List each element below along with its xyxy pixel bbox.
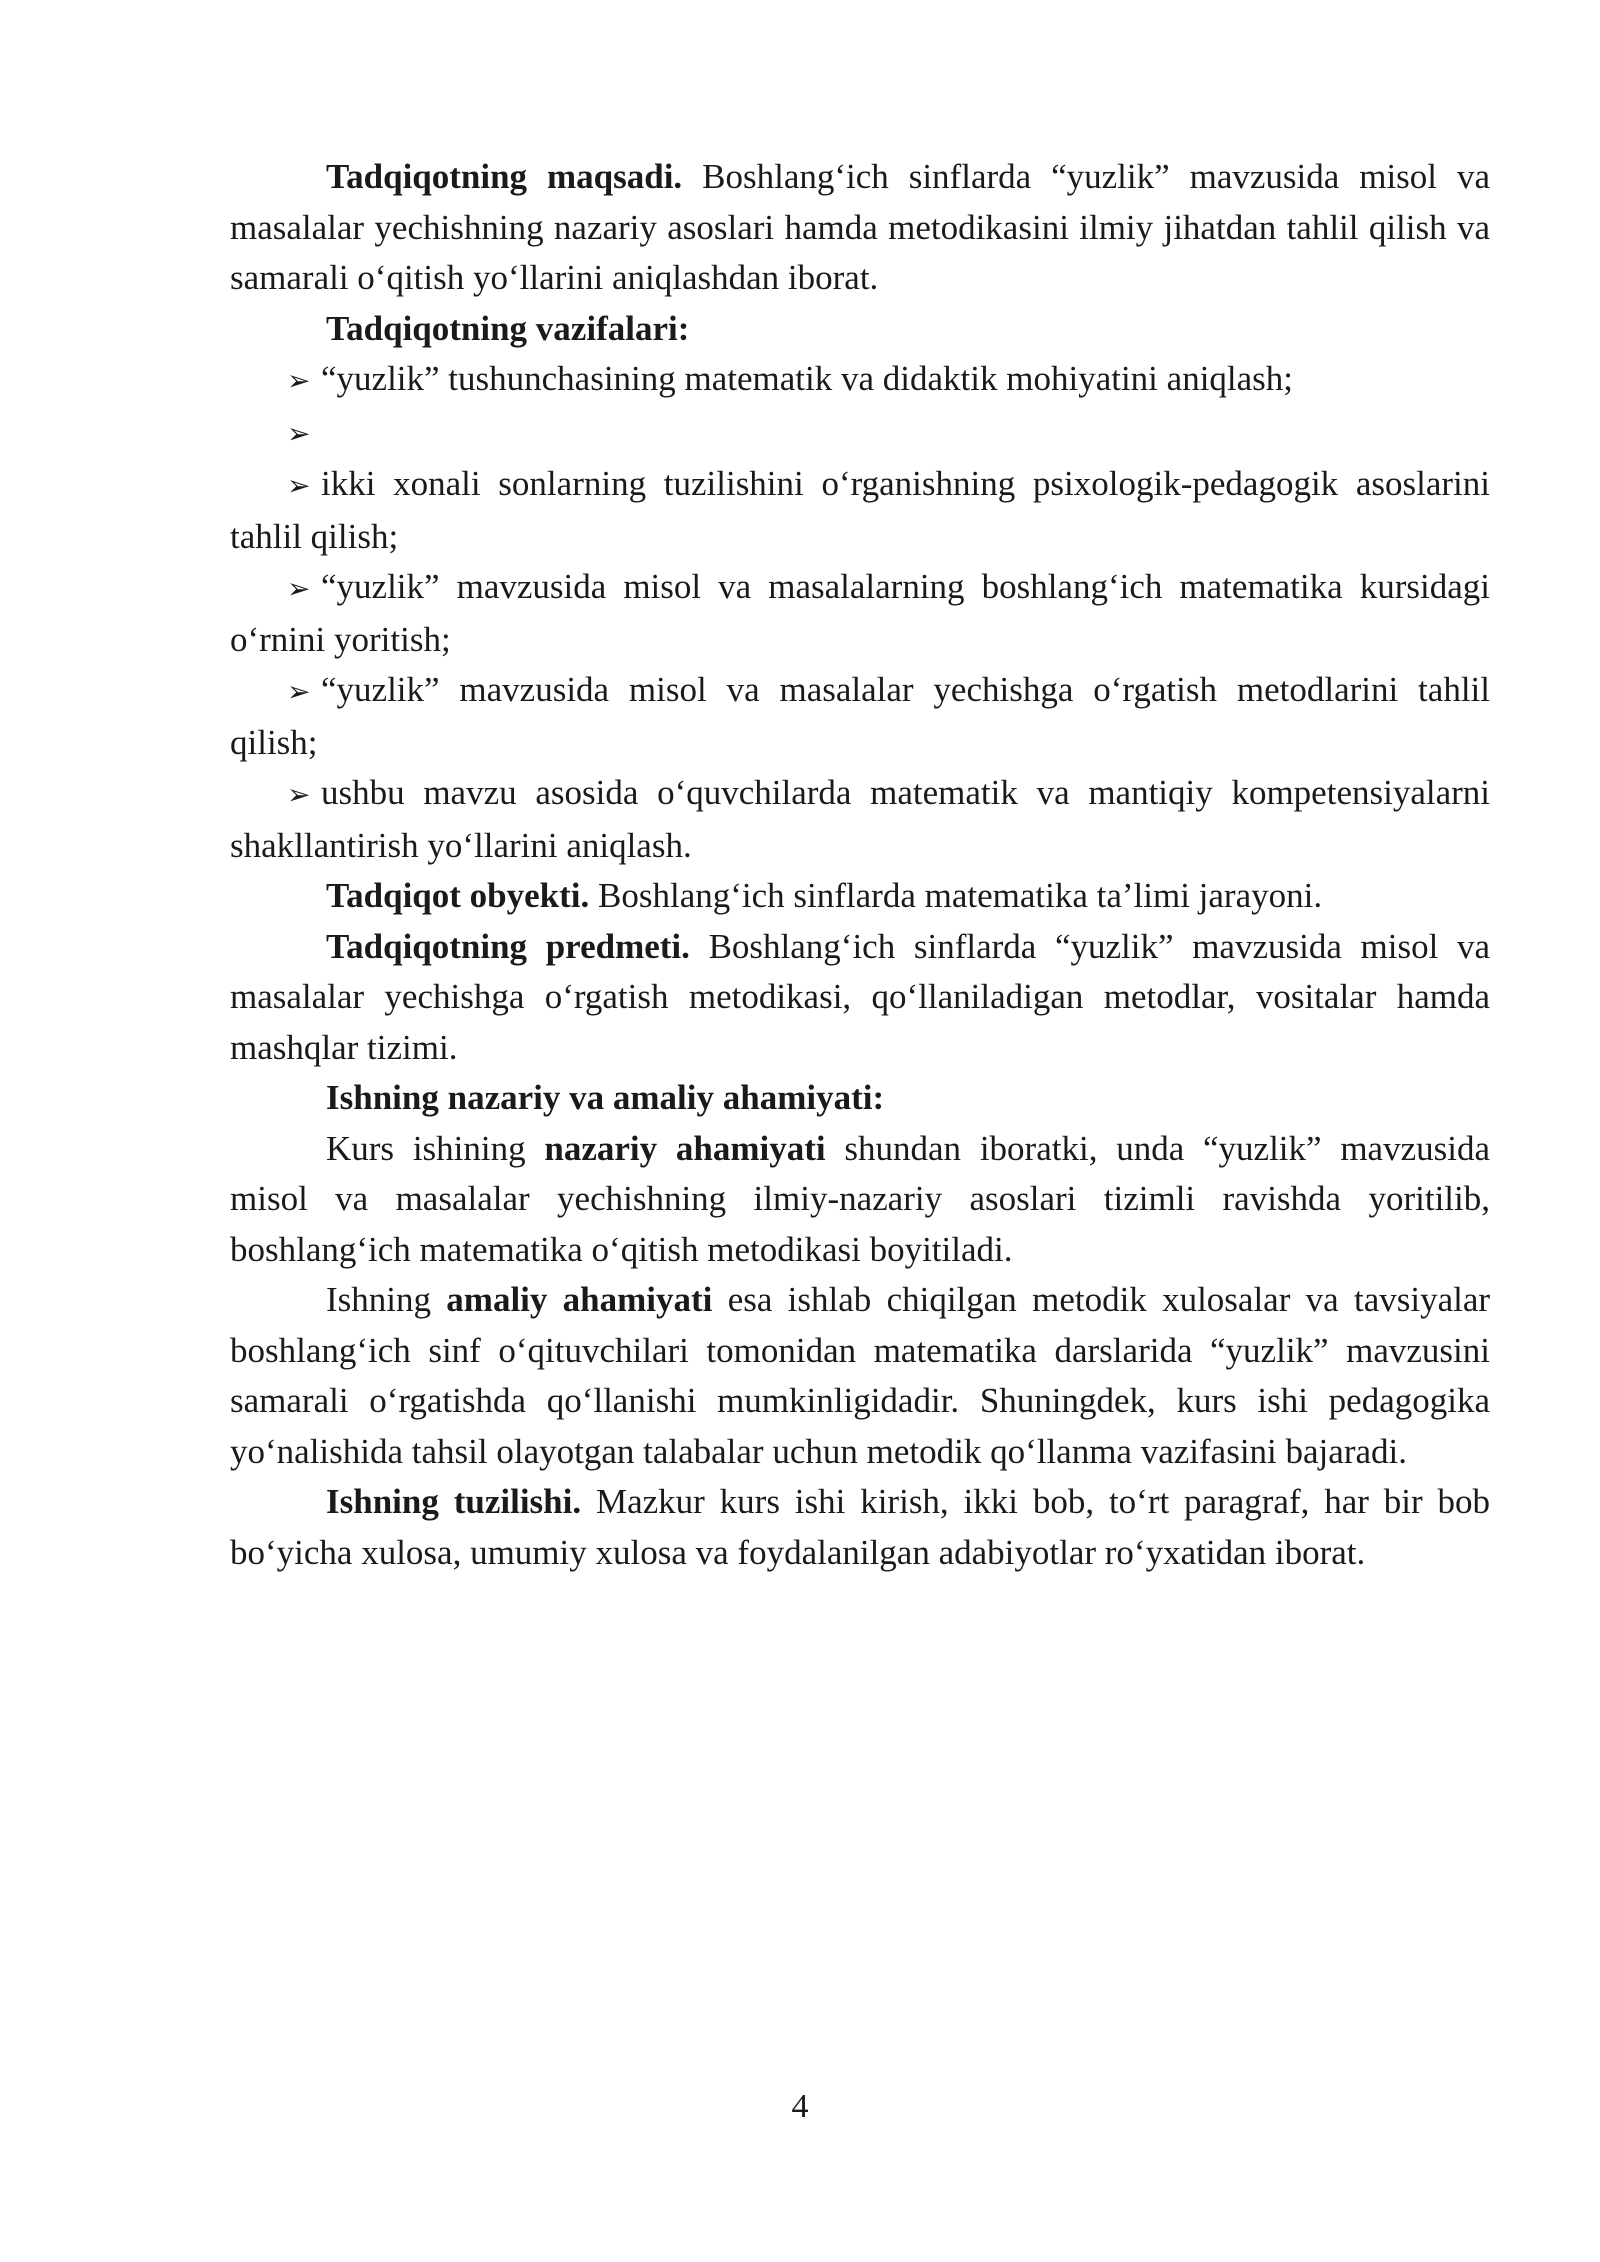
task-item xyxy=(230,407,1490,460)
arrowhead-bullet-icon: ➢ xyxy=(287,675,311,708)
subject-paragraph xyxy=(230,922,1490,1074)
arrowhead-bullet-icon: ➢ xyxy=(287,364,311,397)
tasks-heading-text: Tadqiqotning vazifalari: xyxy=(326,308,690,348)
subject-text: Boshlang‘ich sinflarda “yuzlik” mavzusida misol va masalalar yechishga o‘rgatish metodikasi, qo‘llaniladigan metodlar, vositalar hamda mashqlar tizimi. xyxy=(230,926,1491,1067)
task-item xyxy=(230,562,1490,665)
page-number: 4 xyxy=(791,2088,809,2125)
structure-label: Ishning tuzilishi. xyxy=(326,1482,582,1521)
task-item xyxy=(230,354,1490,407)
structure-text: Mazkur kurs ishi kirish, ikki bob, to‘rt paragraf, har bir bob bo‘yicha xulosa, umumiy xulosa va foydalanilgan adabiyotlar ro‘yxatidan iborat. xyxy=(230,1482,1491,1572)
aim-paragraph xyxy=(230,152,1490,304)
theoretical-before: Kurs ishining xyxy=(326,1128,545,1168)
task-item-text: “yuzlik” tushunchasining matematik va didaktik mohiyatini aniqlash; xyxy=(321,359,1294,398)
page-body xyxy=(230,152,1490,1578)
task-item-text: ushbu mavzu asosida o‘quvchilarda matematik va mantiqiy kompetensiyalarni shakllantirish yo‘llarini aniqlash. xyxy=(230,773,1490,865)
object-paragraph xyxy=(230,871,1490,922)
object-text: Boshlang‘ich sinflarda matematika ta’limi jarayoni. xyxy=(589,876,1323,915)
practical-before: Ishning xyxy=(326,1280,447,1319)
structure-paragraph xyxy=(230,1477,1490,1578)
theoretical-after: shundan iboratki, unda “yuzlik” mavzusida misol va masalalar yechishning ilmiy-nazariy asoslari tizimli ravishda yoritilib, boshlang‘ich matematika o‘qitish metodikasi boyitiladi. xyxy=(230,1128,1490,1269)
aim-label: Tadqiqotning maqsadi. xyxy=(326,157,683,196)
theoretical-significance-paragraph xyxy=(230,1124,1490,1276)
task-item-text: ikki xonali sonlarning tuzilishini o‘rganishning psixologik-pedagogik asoslarini tahlil qilish; xyxy=(230,464,1490,556)
object-label: Tadqiqot obyekti. xyxy=(326,876,590,915)
practical-bold: amaliy ahamiyati xyxy=(446,1280,713,1319)
task-item xyxy=(230,665,1490,768)
task-item-text: “yuzlik” mavzusida misol va masalalar yechishga o‘rgatish metodlarini tahlil qilish; xyxy=(230,670,1490,762)
arrowhead-bullet-icon: ➢ xyxy=(287,469,311,502)
practical-significance-paragraph xyxy=(230,1275,1490,1477)
significance-heading xyxy=(230,1073,1490,1124)
tasks-heading xyxy=(230,304,1490,355)
practical-after: esa ishlab chiqilgan metodik xulosalar va tavsiyalar boshlang‘ich sinf o‘qituvchilari tomonidan matematika darslarida “yuzlik” mavzusini samarali o‘rgatishda qo‘llanishi mumkinligidadir. Shuningdek, kurs ishi pedagogika yo‘nalishida tahsil olayotgan talabalar uchun metodik qo‘llanma vazifasini bajaradi. xyxy=(230,1280,1491,1471)
arrowhead-bullet-icon: ➢ xyxy=(287,416,311,450)
task-item-text: “yuzlik” mavzusida misol va masalalarning boshlang‘ich matematika kursidagi o‘rnini yoritish; xyxy=(230,567,1490,659)
arrowhead-bullet-icon: ➢ xyxy=(287,572,311,605)
task-item xyxy=(230,459,1490,562)
subject-label: Tadqiqotning predmeti. xyxy=(326,926,690,966)
task-item xyxy=(230,768,1490,871)
theoretical-bold: nazariy ahamiyati xyxy=(544,1128,826,1168)
significance-heading-text: Ishning nazariy va amaliy ahamiyati: xyxy=(326,1078,885,1117)
aim-text: Boshlang‘ich sinflarda “yuzlik” mavzusida misol va masalalar yechishning nazariy asoslari hamda metodikasini ilmiy jihatdan tahlil qilish va samarali o‘qitish yo‘llarini aniqlashdan iborat. xyxy=(230,157,1490,297)
arrowhead-bullet-icon: ➢ xyxy=(287,778,311,811)
